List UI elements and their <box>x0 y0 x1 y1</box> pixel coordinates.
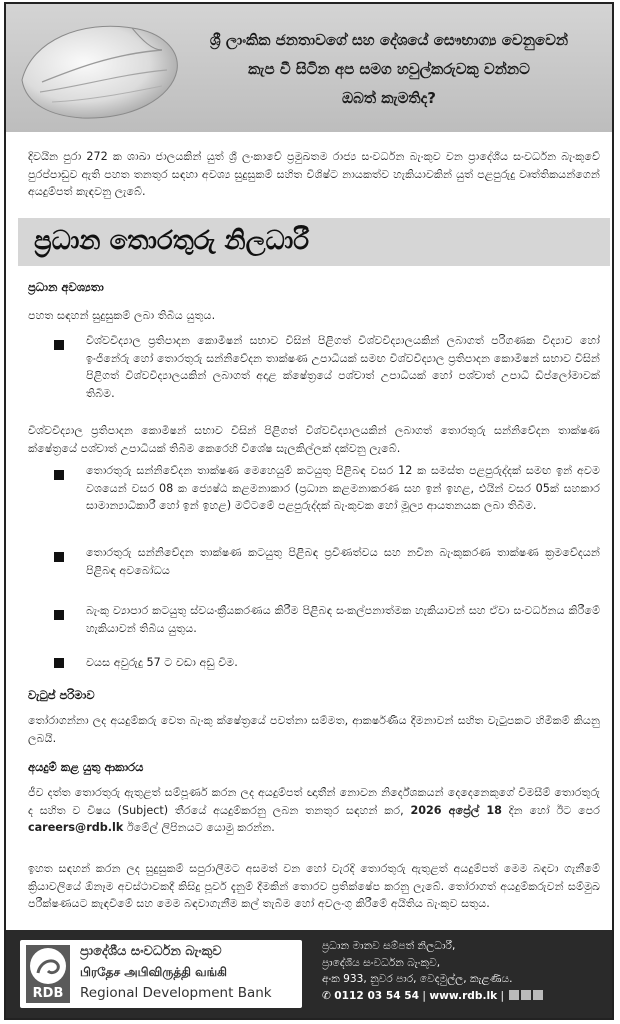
rejection-notice: ඉහත සඳහන් කරන ලද සුදුසුකම් සපුරාලීමට අසමත් වන හෝ වැරදි තොරතුරු ඇතුළත් අයදුම්පත් මෙම බඳවා ගැනීමේ ක්‍රියාවලියේ ඕනෑම අවස්ථාවකදී කිසිදු පූර්ව දැනුම් දීමකින් තොරව ප්‍රතික්ෂේප කරනු ලැබේ. තෝරාගත් අයදුම්කරුවන් සම්මුඛ පරීක්ෂණයට කැඳවීමේ සහ මෙම බඳවාගැනීම කල් තැබීම හෝ අවලංගු කිරීමේ අයිතිය බැංකුව සතුය. <box>28 862 600 910</box>
requirements-note: විශ්වවිද්‍යාල ප්‍රතිපාදන කොමිෂන් සභාව විසින් පිළිගත් විශ්වවිද්‍යාලයකින් ලබාගත් තොරතුරු සන්නිවේදන තාක්ෂණ ක්ෂේත්‍රයේ පශ්චාත් උපාධියක් තිබීම කෙරෙහි විශේෂ සැලකිල්ලක් දක්වනු ලැබේ. <box>28 424 600 455</box>
email-link[interactable]: careers@rdb.lk <box>28 821 124 834</box>
requirement-item-2: තොරතුරු සන්නිවේදන තාක්ෂණ කටයුතු පිළිබඳ ප්‍රවිණත්වය සහ නවීන බැංකුකරණ තාක්ෂණ ක්‍රමවේදයන් පිළිබඳ අවබෝධය <box>86 546 600 577</box>
bullet-icon <box>54 552 64 562</box>
header-banner <box>6 4 612 132</box>
address-line: අංක 933, නුවර පාර, වෙදමුල්ල, කැළණිය. <box>322 973 513 985</box>
requirement-item-4: වයස අවුරුදු 57 ට වඩා අඩු වීම. <box>86 656 238 669</box>
apply-text: දින හෝ ඊට පෙර <box>508 803 600 817</box>
facebook-icon[interactable] <box>509 990 519 1000</box>
rdb-logo-icon <box>26 945 70 1003</box>
footer <box>6 930 612 1018</box>
intro-paragraph: දිවයින පුරා 272 ක ශාඛා ජාලයකින් යුත් ශ්‍රී ලංකාවේ ප්‍රමුඛතම රාජ්‍ය සංවර්ධන බැංකුව වන ප්‍රාදේශීය සංවර්ධන බැංකුවේ පුරප්පාඩුව ඇති පහත තනතුර සඳහා අවශ්‍ය සුදුසුකම් සහිත විශිෂ්ට නායකත්ව හැකියාවකින් යුත් පළපුරුදු වෘත්තිකයන්ගෙන් අයදුම්පත් කැඳවනු ලැබේ. <box>28 150 600 198</box>
divider: | <box>422 989 430 1002</box>
apply-text: ඊමේල් ලිපිනයට යොමු කරන්න. <box>126 821 275 834</box>
twitter-icon[interactable] <box>521 990 531 1000</box>
bullet-icon <box>54 340 64 350</box>
contact-row <box>322 988 606 1005</box>
bank-name-sinhala: ප්‍රාදේශීය සංවර්ධන බැංකුව <box>80 944 222 959</box>
phone-number[interactable]: 0112 03 54 54 <box>334 989 420 1002</box>
requirements-lead: පහත සඳහන් සුදුසුකම් ලබා තිබිය යුතුය. <box>28 309 216 322</box>
requirements-heading: ප්‍රධාන අවශ්‍යතා <box>28 280 104 294</box>
conch-shell-icon <box>12 10 182 128</box>
address-line: ප්‍රධාන මානව සම්පත් නිලධාරී, <box>322 940 456 952</box>
job-title: ප්‍රධාන තොරතුරු නිලධාරී <box>34 226 310 256</box>
bullet-icon <box>54 470 64 480</box>
bank-logo <box>20 940 302 1008</box>
tagline-line-3: ඔබත් කැමතිද? <box>342 89 436 107</box>
salary-text: තෝරාගන්නා ලද අයදුම්කරු වෙත බැංකු ක්ෂේත්‍රයේ පවත්නා සම්මත, ආකර්ෂණීය දීමනාවන් සහිත වැටුපකට හිමිකම් කියනු ලබයි. <box>28 714 600 745</box>
closing-date: 2026 අප්‍රේල් 18 <box>410 803 502 817</box>
requirement-item-1: තොරතුරු සන්නිවේදන තාක්ෂණ මෙහෙයුම් කටයුතු පිළිබඳ වසර 12 ක සමස්ත පළපුරුද්දක් සමඟ ඉන් අවම වශයෙන් වසර 08 ක ජ්‍යෙෂ්ඨ කළමනාකාර (ප්‍රධාන කළමනාකරණ සහ ඉන් ඉහළ, එයින් වසර 05ක් සහකාර සාමාන්‍යාධිකාරී හෝ ඉන් ඉහළ) මට්ටමේ පළපුරුද්දක් බැංකුවක හෝ මූල්‍ය ආයතනයක ලබා තිබීම. <box>86 464 600 512</box>
tagline-line-1: ශ්‍රී ලාංකික ජනතාවගේ සහ දේශයේ සෞභාග්‍ය වෙනුවෙන් <box>209 31 569 49</box>
requirement-item-3: බැංකු ව්‍යාපාර කටයුතු ස්වයංක්‍රීයකරණය කිරීම පිළිබඳ සංකල්පනාත්මක හැකියාවන් සහ ඒවා සංවර්ධනය කිරීමේ හැකියාවන් තිබිය යුතුය. <box>86 604 600 635</box>
apply-text: ජීව දත්ත තොරතුරු ඇතුළත් සම්පූර්ණ කරන ලද අයදුම්පත් ඥාතීන් නොවන නිර්දේශකයන් දෙදෙනෙකුගේ විමසීම් තොරතුරු ද සහිත ව විෂය (Subject) තීරයේ අයදුම්කරනු ලබන තනතුර සඳහන් කර, <box>28 786 600 817</box>
tagline-line-2: කැප වී සිටින අප සමග හවුල්කරුවකු වන්නට <box>248 60 530 78</box>
bank-name-english: Regional Development Bank <box>80 985 272 1001</box>
salary-heading: වැටුප් පරිමාව <box>28 688 95 702</box>
apply-instructions <box>28 784 600 837</box>
address-line: ප්‍රාදේශීය සංවර්ධන බැංකුව, <box>322 956 441 969</box>
bank-name-tamil: பிரதேச அபிவிருத்தி வங்கி <box>80 965 228 979</box>
contact-block <box>322 938 606 1004</box>
website-link[interactable]: www.rdb.lk <box>429 989 498 1002</box>
divider: | <box>500 989 508 1002</box>
logo-text: RDB <box>32 986 64 1001</box>
header-tagline <box>174 26 604 113</box>
advertisement <box>4 2 614 1020</box>
youtube-icon[interactable] <box>533 990 543 1000</box>
job-title-bar <box>18 218 610 266</box>
apply-heading: අයදුම් කළ යුතු ආකාරය <box>28 760 144 774</box>
bullet-icon <box>54 610 64 620</box>
phone-icon: ✆ <box>322 989 331 1002</box>
bullet-icon <box>54 658 64 668</box>
qualification-text: විශ්වවිද්‍යාල ප්‍රතිපාදන කොමිෂන් සභාව විසින් පිළිගත් විශ්වවිද්‍යාලයකින් ලබාගත් පරිගණක විද්‍යාව හෝ ඉංජිනේරු හෝ තොරතුරු සන්නිවේදන තාක්ෂණ උපාධියක් සමඟ විශ්වවිද්‍යාල ප්‍රතිපාදන කොමිෂන් සභාව විසින් පිළිගත් විශ්වවිද්‍යාලයකින් ලබාගත් අදාළ ක්ෂේත්‍රයේ පශ්චාත් උපාධියක් හෝ පශ්චාත් උපාධි ඩිප්ලෝමාවක් තිබීම. <box>86 334 600 400</box>
